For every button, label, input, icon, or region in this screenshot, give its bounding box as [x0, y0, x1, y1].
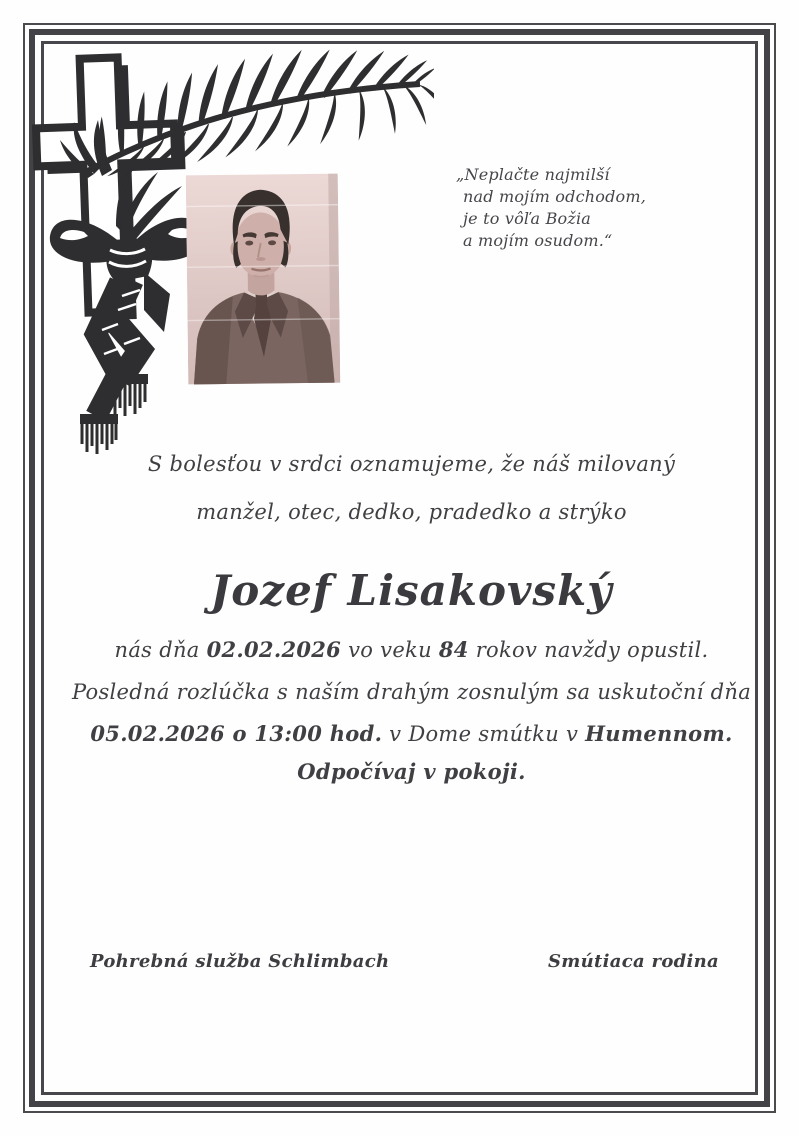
- mourning-family-signature: Smútiaca rodina: [548, 951, 719, 972]
- ceremony-line-middle: v Dome smútku v: [382, 722, 586, 746]
- announcement-intro-line-2: manžel, otec, dedko, pradedko a strýko: [196, 500, 627, 524]
- death-line-prefix: nás dňa: [114, 638, 207, 662]
- ceremony-datetime: 05.02.2026 o 13:00 hod.: [90, 721, 383, 746]
- death-date-line: [52, 637, 771, 663]
- deceased-name: Jozef Lisakovský: [210, 566, 613, 615]
- funeral-service-signature: Pohrebná služba Schlimbach: [90, 951, 390, 972]
- death-date: 02.02.2026: [206, 637, 342, 662]
- ceremony-place: Humennom.: [585, 721, 733, 746]
- portrait-drawing: [186, 168, 341, 390]
- quote-line: a mojím osudom.“: [463, 231, 613, 250]
- quote-line: nad mojím odchodom,: [463, 187, 647, 206]
- announcement-intro-line-1: S bolesťou v srdci oznamujeme, že náš milovaný: [147, 452, 676, 476]
- death-line-suffix: rokov navždy opustil.: [468, 638, 709, 662]
- deceased-age: 84: [438, 637, 469, 662]
- farewell-line: Posledná rozlúčka s naším drahým zosnulým sa uskutoční dňa: [71, 680, 752, 704]
- memorial-quote: [456, 164, 666, 252]
- quote-line: „Neplačte najmilší: [456, 165, 610, 184]
- rest-in-peace-line: Odpočívaj v pokoji.: [297, 759, 526, 784]
- portrait-photo: [186, 168, 341, 390]
- quote-line: je to vôľa Božia: [463, 209, 592, 228]
- death-line-middle: vo veku: [341, 638, 439, 662]
- ceremony-line: [52, 721, 771, 747]
